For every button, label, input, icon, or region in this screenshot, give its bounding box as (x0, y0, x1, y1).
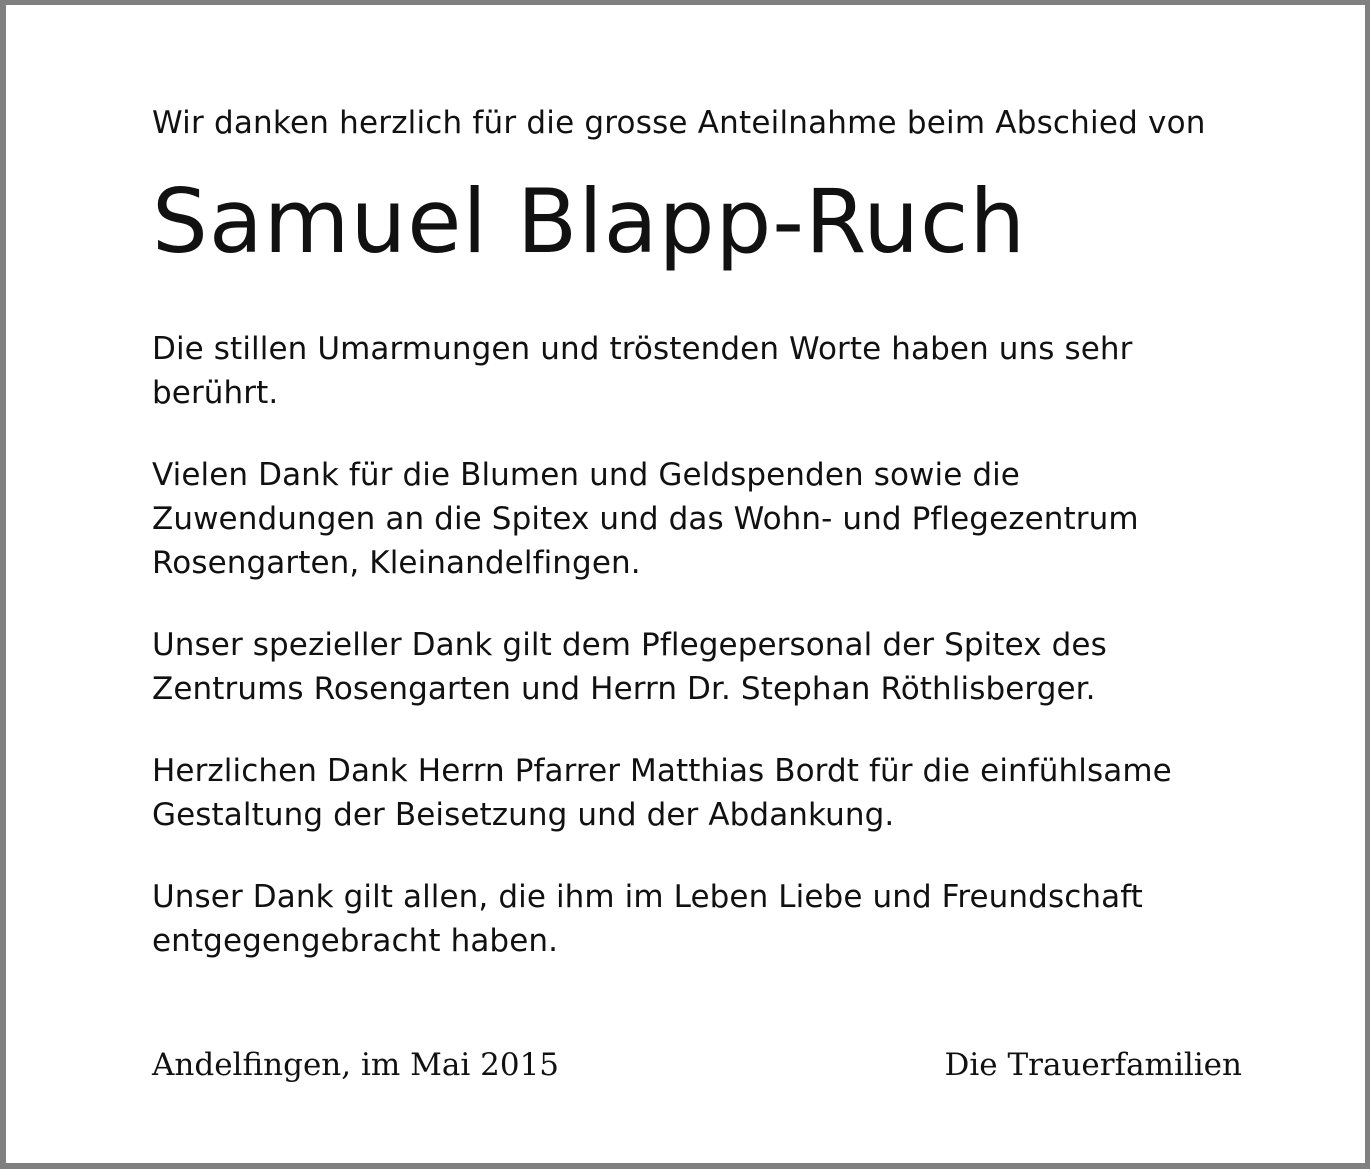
intro-line: Wir danken herzlich für die grosse Anteilnahme beim Abschied von (152, 105, 1206, 141)
notice-content (152, 101, 1242, 963)
deceased-name: Samuel Blapp-Ruch (152, 170, 1027, 273)
paragraph-embraces: Die stillen Umarmungen und tröstenden Worte haben uns sehr berührt. (152, 331, 1133, 411)
paragraph-friendship: Unser Dank gilt allen, die ihm im Leben Liebe und Freundschaft entgegengebracht haben. (152, 879, 1143, 959)
signature: Die Trauerfamilien (944, 1047, 1242, 1083)
thank-you-paragraphs (152, 327, 1242, 963)
closing-line (152, 1043, 1242, 1087)
paragraph-flowers-donations: Vielen Dank für die Blumen und Geldspenden sowie die Zuwendungen an die Spitex und das Wohn- und Pflegezentrum Rosengarten, Kleinandelfingen. (152, 457, 1139, 581)
paragraph-pastor: Herzlichen Dank Herrn Pfarrer Matthias Bordt für die einfühlsame Gestaltung der Beisetzung und der Abdankung. (152, 753, 1172, 833)
place-date: Andelfingen, im Mai 2015 (152, 1047, 560, 1083)
paragraph-care-staff: Unser spezieller Dank gilt dem Pflegepersonal der Spitex des Zentrums Rosengarten und Herrn Dr. Stephan Röthlisberger. (152, 627, 1107, 707)
